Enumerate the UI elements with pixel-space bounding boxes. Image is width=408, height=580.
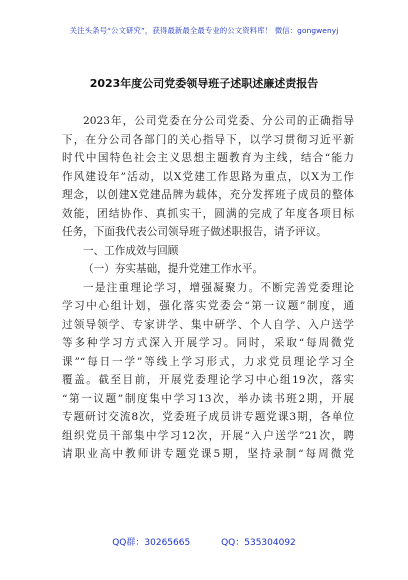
paragraph-line: 等多种学习方式深入开展学习。同时，采取“每周微党 (62, 337, 354, 349)
subsection-heading: （一）夯实基础，提升党建工作水平。 (83, 263, 264, 275)
qq-group-text: QQ群：30265665 (112, 538, 191, 548)
paragraph-line: 课”“每日一学”等线上学习形式，力求党员理论学习全 (62, 355, 354, 368)
section-heading: 一、工作成效与回顾 (83, 244, 179, 257)
paragraph-line: 效能，团结协作、真抓实干，圆满的完成了年度各项目标 (62, 207, 354, 220)
paragraph-line: 一是注重理论学习，增强凝聚力。不断完善党委理论 (83, 281, 354, 294)
document-body (62, 112, 354, 464)
paragraph-line: 下，在分公司各部门的关心指导下，以学习贯彻习近平新 (62, 133, 354, 146)
paragraph-line: 过领导领学、专家讲学、集中研学、个人自学、入户送学 (62, 318, 354, 331)
footer-contact (0, 535, 408, 548)
paragraph-line: 理念，以创建X党建品牌为载体，充分发挥班子成员的整体 (62, 189, 354, 201)
paragraph-line: 组织党员干部集中学习12次，开展“入户送学”21次，聘 (62, 429, 354, 442)
paragraph-line: 任务，下面我代表公司领导班子做述职报告，请予评议。 (62, 226, 327, 238)
paragraph-line: 2023年，公司党委在分公司党委、分公司的正确指导 (83, 115, 354, 127)
paragraph-line: 请职业高中教师讲专题党课5期，坚持录制“每周微党 (62, 448, 354, 460)
banner-text: 关注头条号“公文研究”，获得最新最全最专业的公文资料库！ 微信：gongwenyj (69, 26, 339, 35)
paragraph-line: 时代中国特色社会主义思想主题教育为主线，结合“能力 (62, 152, 354, 164)
paragraph-line: 覆盖。截至目前，开展党委理论学习中心组19次，落实 (62, 374, 354, 386)
paragraph-line: “第一议题”制度集中学习13次，举办读书班2期，开展 (62, 392, 354, 405)
document-title: 2023年度公司党委领导班子述职述廉述责报告 (89, 77, 319, 90)
paragraph-line: 学习中心组计划，强化落实党委会“第一议题”制度，通 (62, 300, 354, 312)
qq-number-text: QQ：535304092 (221, 538, 296, 548)
paragraph-line: 专题研讨交流8次，党委班子成员讲专题党课3期，各单位 (62, 411, 354, 423)
paragraph-line: 作风建设年”活动，以X党建工作思路为重点，以X为工作 (62, 170, 354, 183)
